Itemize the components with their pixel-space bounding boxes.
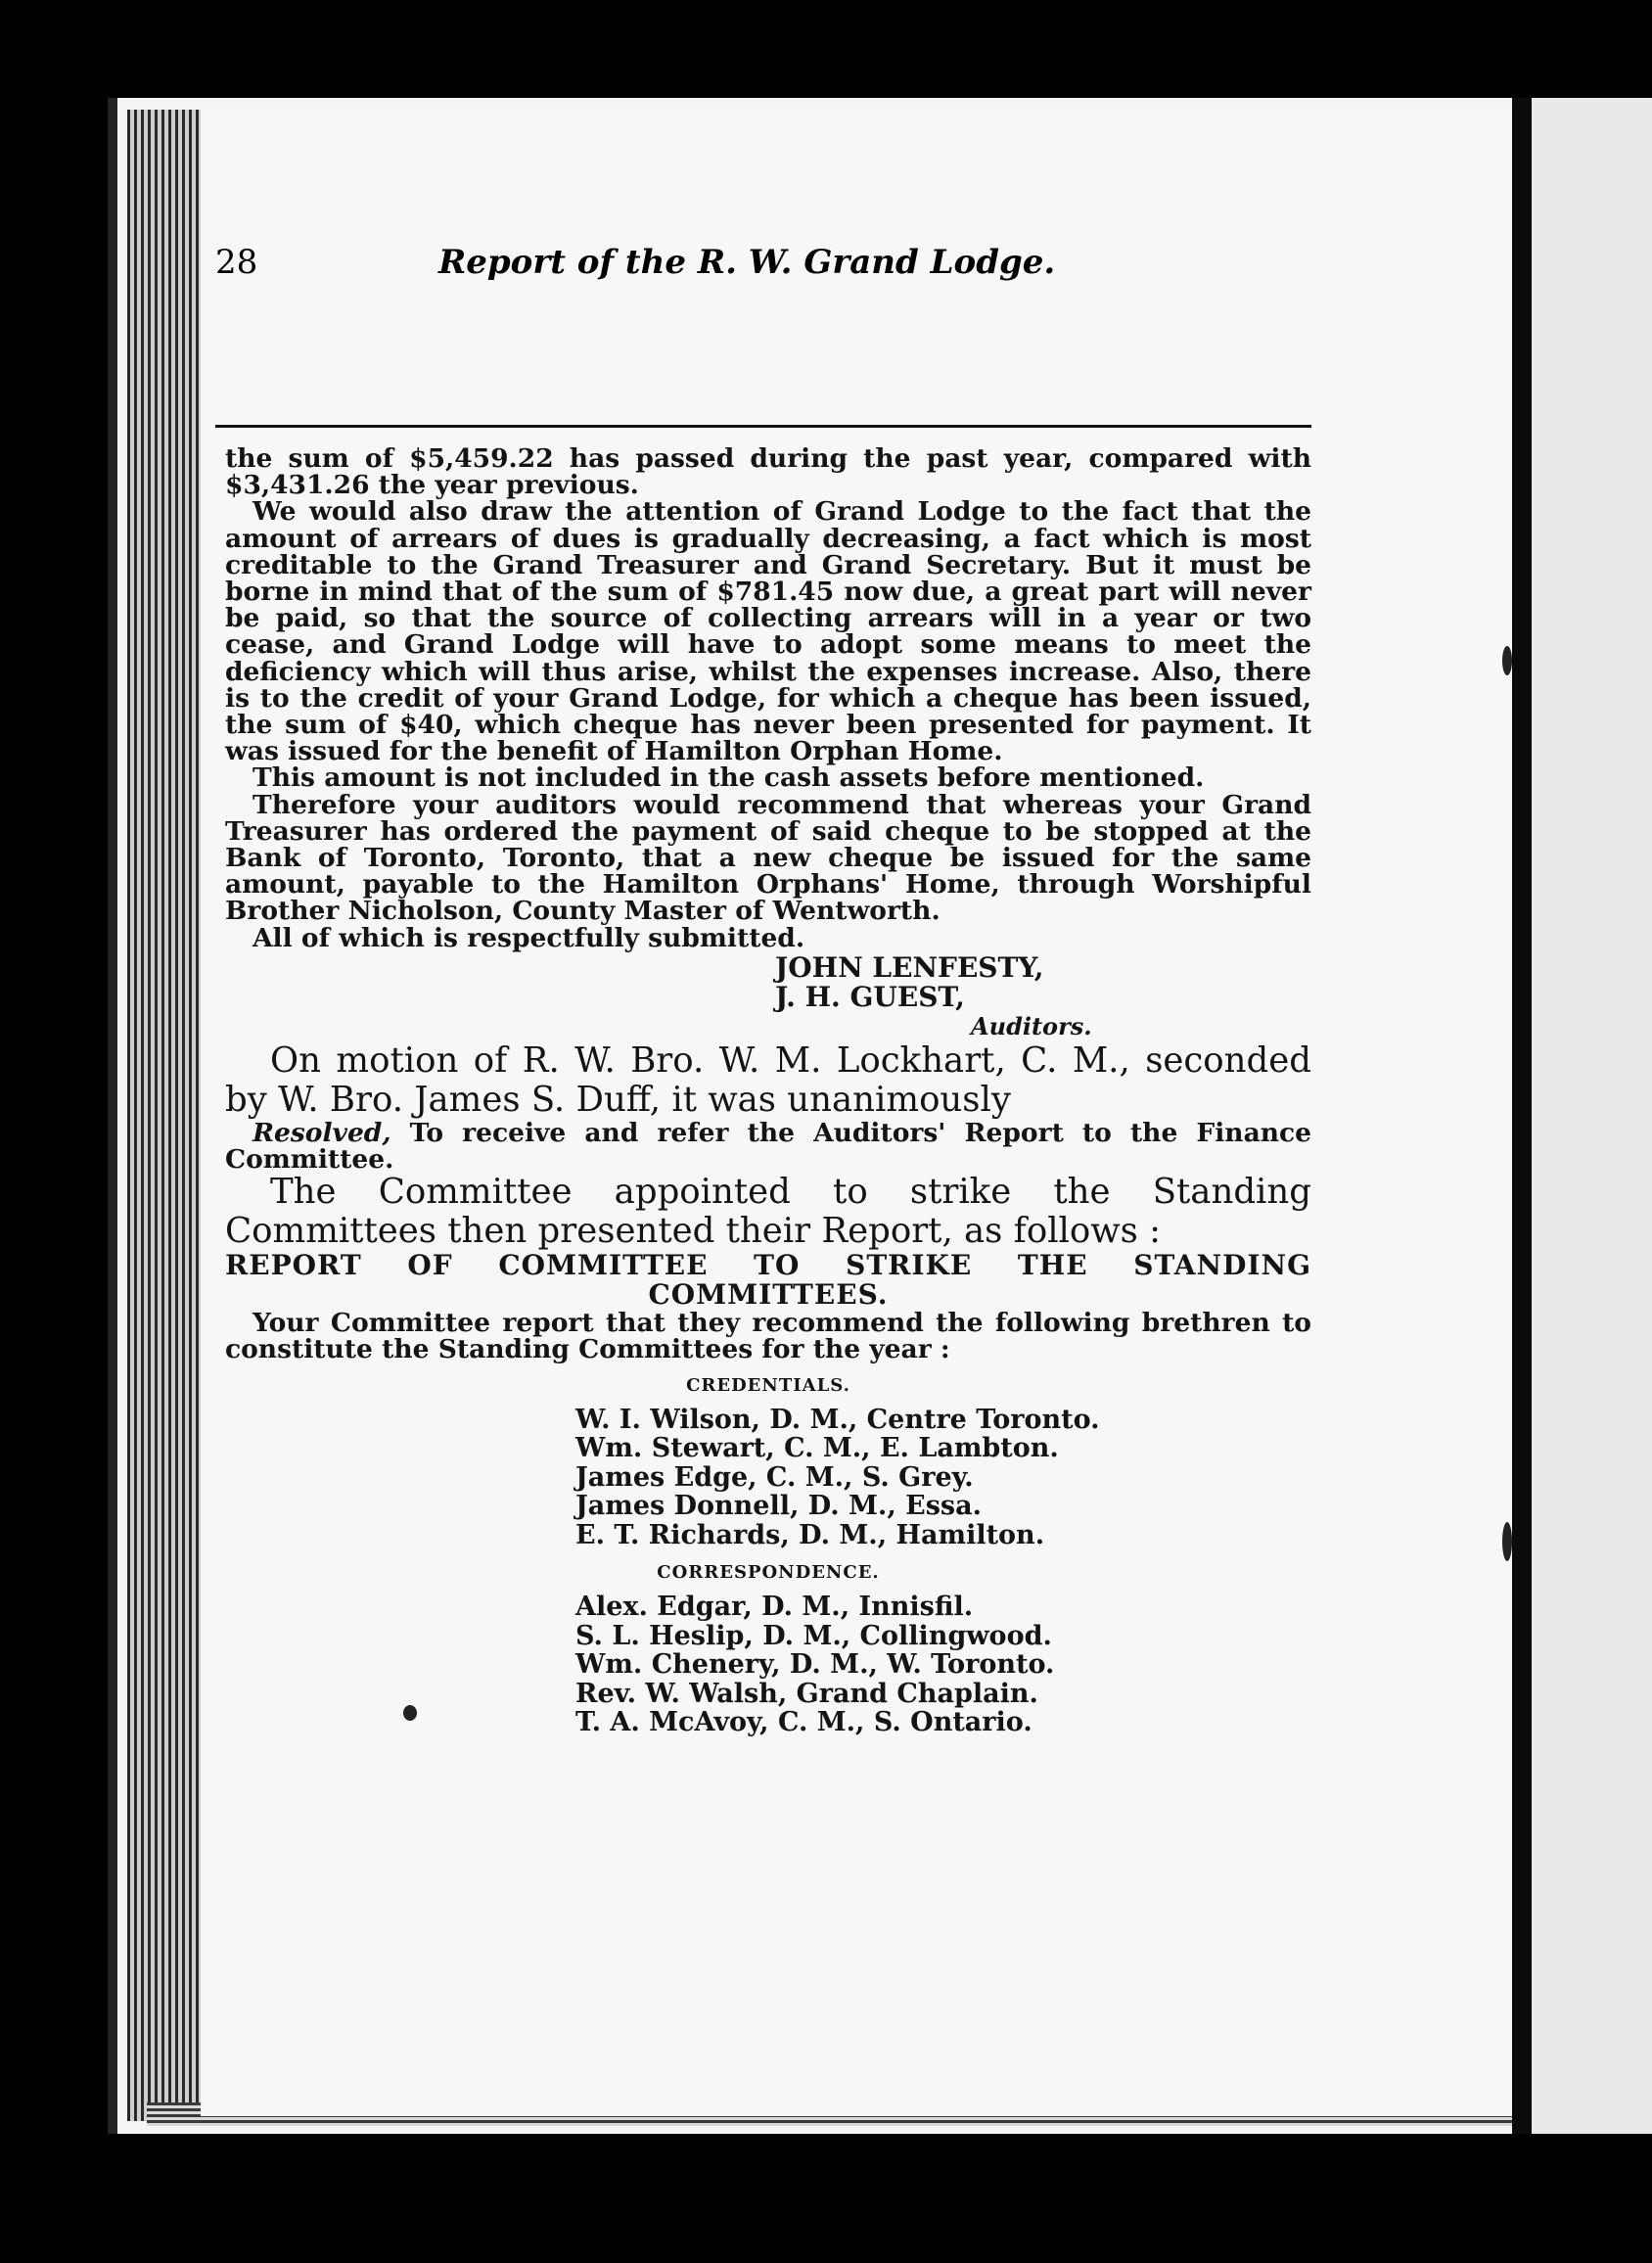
paragraph-submitted: All of which is respectfully submitted.: [252, 922, 805, 953]
list-item: E. T. Richards, D. M., Hamilton.: [575, 1519, 1045, 1550]
facing-page-edge: [1532, 98, 1652, 2134]
paragraph-arrears: We would also draw the attention of Grand Lodge to the fact that the amount of arrears of dues is gradually decreasing, a fact which is most creditable to the Grand Treasurer and Grand Secretary. But it must be borne in mind that of the sum of $781.45 now due, a great part will never be paid, so that the source of collecting arrears will in a year or two cease, and Grand Lodge will have to adopt some means to meet the deficiency which will thus arise, whilst the expenses increase. Also, there is to the credit of your Grand Lodge, for which a cheque has been issued, the sum of $40, which cheque has never been presented for payment. It was issued for the benefit of Hamilton Orphan Home.: [225, 496, 1311, 767]
list-item: W. I. Wilson, D. M., Centre Toronto.: [575, 1404, 1100, 1435]
resolved-paragraph: [225, 1117, 1311, 1175]
paragraph-cash-assets: This amount is not included in the cash assets before mentioned.: [252, 762, 1205, 794]
list-item: S. L. Heslip, D. M., Collingwood.: [575, 1620, 1052, 1651]
credentials-list: [225, 1406, 1311, 1550]
book-gutter: [1512, 98, 1532, 2134]
credentials-heading: CREDENTIALS.: [686, 1374, 850, 1396]
list-item: Alex. Edgar, D. M., Innisfil.: [575, 1592, 974, 1623]
paragraph-continuation: the sum of $5,459.22 has passed during the past year, compared with $3,431.26 the year previous.: [225, 443, 1311, 501]
auditor-signatures: [225, 950, 1311, 1041]
list-item: James Donnell, D. M., Essa.: [575, 1491, 983, 1522]
list-item: Rev. W. Walsh, Grand Chaplain.: [575, 1678, 1038, 1709]
paragraph-recommendation: Therefore your auditors would recommend that whereas your Grand Treasurer has ordered the payment of said cheque to be stopped at the Bank of Toronto, Toronto, that a new cheque be issued for the same amount, payable to the Hamilton Orphans' Home, through Worshipful Brother Nicholson, County Master of Wentworth.: [225, 789, 1311, 927]
correspondence-heading: CORRESPONDENCE.: [657, 1562, 880, 1584]
resolved-lead: Resolved,: [252, 1117, 391, 1148]
list-item: James Edge, C. M., S. Grey.: [575, 1461, 974, 1493]
list-item: Wm. Stewart, C. M., E. Lambton.: [575, 1433, 1059, 1464]
page-edges: [127, 110, 204, 2121]
correspondence-list: [225, 1593, 1311, 1737]
resolved-text: To receive and refer the Auditors' Report to the Finance Committee.: [225, 1117, 1311, 1175]
running-head: Report of the R. W. Grand Lodge.: [438, 243, 1056, 282]
scan-speck: [1502, 1522, 1512, 1561]
signer-role: Auditors.: [971, 1011, 1092, 1040]
scan-speck: [1502, 646, 1512, 675]
report-title: REPORT OF COMMITTEE TO STRIKE THE STANDING COMMITTEES.: [225, 1248, 1311, 1311]
page-number: 28: [215, 243, 258, 282]
page-body: [225, 445, 1311, 1737]
list-item: T. A. McAvoy, C. M., S. Ontario.: [575, 1707, 1032, 1738]
signer-name: J. H. GUEST,: [775, 980, 965, 1013]
report-intro: Your Committee report that they recommend the following brethren to constitute the Standing Committees for the year :: [225, 1307, 1311, 1364]
signer-name: JOHN LENFESTY,: [775, 950, 1044, 984]
presented-paragraph: The Committee appointed to strike the Standing Committees then presented their Report, as follows :: [225, 1171, 1311, 1251]
motion-paragraph: On motion of R. W. Bro. W. M. Lockhart, C. M., seconded by W. Bro. James S. Duff, it was unanimously: [225, 1039, 1311, 1120]
header-rule: [215, 425, 1311, 428]
list-item: Wm. Chenery, D. M., W. Toronto.: [575, 1649, 1055, 1681]
